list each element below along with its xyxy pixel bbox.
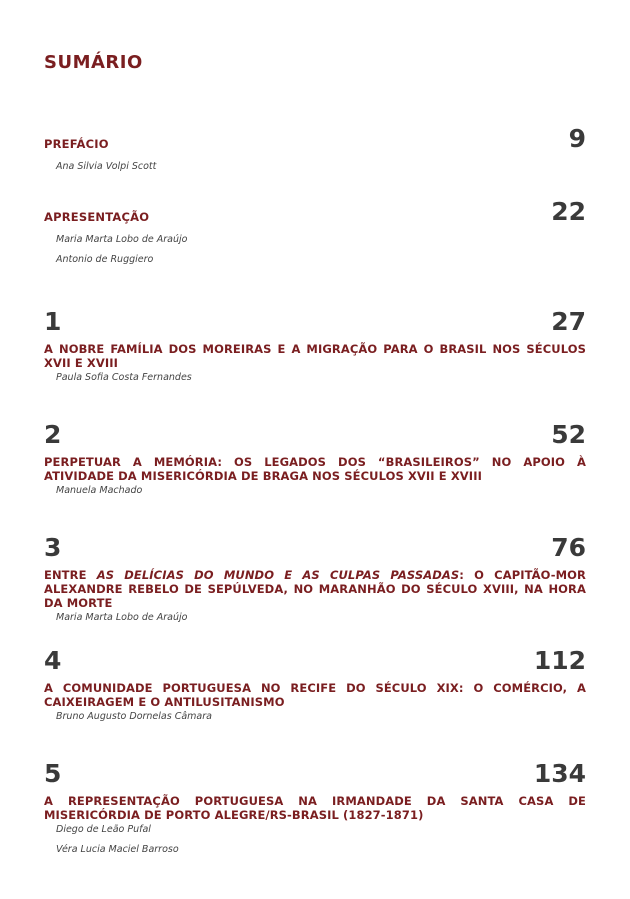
entry-author: Paula Sofia Costa Fernandes <box>56 372 192 383</box>
chapter-title: A NOBRE FAMÍLIA DOS MOREIRAS E A MIGRAÇÃO PARA O BRASIL NOS SÉCULOS XVII E XVIII <box>44 342 586 370</box>
entry-author: Manuela Machado <box>56 485 143 496</box>
chapter-title: PERPETUAR A MEMÓRIA: OS LEGADOS DOS “BRASILEIROS” NO APOIO À ATIVIDADE DA MISERICÓRDIA DE BRAGA NOS SÉCULOS XVII E XVIII <box>44 455 586 483</box>
toc-entry-preface[interactable] <box>44 126 586 172</box>
entry-author: Antonio de Ruggiero <box>56 254 154 266</box>
entry-page-number: 27 <box>551 307 586 336</box>
entry-page-number: 52 <box>551 420 586 449</box>
entry-author: Bruno Augusto Dornelas Câmara <box>56 711 212 722</box>
entry-page-number: 112 <box>533 646 586 675</box>
toc-entry-chapter-5[interactable] <box>44 761 586 856</box>
page-title: SUMÁRIO <box>44 52 143 73</box>
entry-page-number: 22 <box>551 197 586 226</box>
toc-entry-presentation[interactable] <box>44 199 586 266</box>
toc-page <box>44 0 586 899</box>
chapter-title <box>44 568 586 610</box>
chapter-title-italic: AS DELÍCIAS DO MUNDO E AS CULPAS PASSADAS <box>96 568 460 582</box>
chapter-number: 3 <box>44 533 62 562</box>
chapter-number: 1 <box>44 307 62 336</box>
entry-title: PREFÁCIO <box>44 137 109 151</box>
toc-entry-chapter-4[interactable] <box>44 648 586 722</box>
entry-page-number: 134 <box>533 759 586 788</box>
entry-page-number: 76 <box>551 533 586 562</box>
entry-title: APRESENTAÇÃO <box>44 210 150 224</box>
chapter-number: 5 <box>44 759 62 788</box>
chapter-title-post: : O CAPITÃO-MOR ALEXANDRE REBELO DE SEPÚLVEDA, NO MARANHÃO DO SÉCULO XVIII, NA HORA DA MORTE <box>44 568 587 610</box>
chapter-number: 2 <box>44 420 62 449</box>
chapter-title-pre: ENTRE <box>44 568 97 582</box>
chapter-title: A COMUNIDADE PORTUGUESA NO RECIFE DO SÉCULO XIX: O COMÉRCIO, A CAIXEIRAGEM E O ANTILUSITANISMO <box>44 681 586 709</box>
toc-entry-chapter-2[interactable] <box>44 422 586 496</box>
chapter-number: 4 <box>44 646 62 675</box>
entry-author: Diego de Leão Pufal <box>56 824 151 835</box>
entry-author: Maria Marta Lobo de Araújo <box>56 234 188 245</box>
toc-entry-chapter-1[interactable] <box>44 309 586 383</box>
entry-page-number: 9 <box>568 124 586 153</box>
entry-author: Maria Marta Lobo de Araújo <box>56 612 188 623</box>
toc-entry-chapter-3[interactable] <box>44 535 586 623</box>
chapter-title: A REPRESENTAÇÃO PORTUGUESA NA IRMANDADE DA SANTA CASA DE MISERICÓRDIA DE PORTO ALEGRE/RS-BRASIL (1827-1871) <box>44 794 586 822</box>
entry-author: Véra Lucia Maciel Barroso <box>56 844 179 856</box>
entry-author: Ana Silvia Volpi Scott <box>56 161 157 172</box>
